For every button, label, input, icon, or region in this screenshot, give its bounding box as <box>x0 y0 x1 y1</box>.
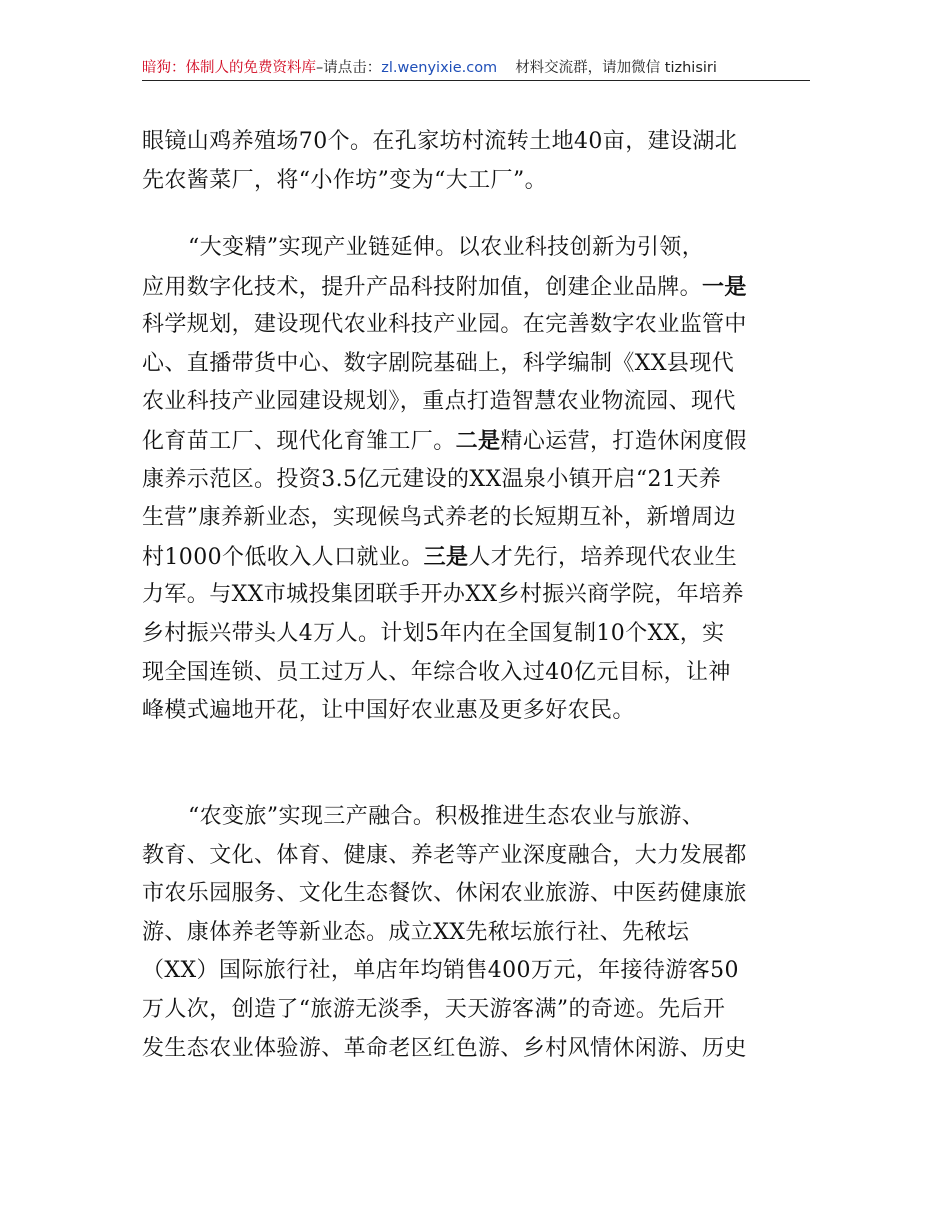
text-segment: （XX）国际旅行社，单店年均销售400万元，年接待游客50 <box>142 958 739 984</box>
text-line <box>142 875 810 914</box>
text-line <box>142 692 810 731</box>
text-line <box>142 306 810 345</box>
text-line <box>142 383 810 422</box>
text-segment: 村1000个低收入人口就业。 <box>142 544 424 570</box>
text-segment: 应用数字化技术，提升产品科技附加值，创建企业品牌。 <box>142 274 703 300</box>
text-line <box>142 538 810 577</box>
header-prefix: 暗狗： <box>142 60 186 76</box>
text-segment: 万人次，创造了“旅游无淡季，天天游客满”的奇迹。先后开 <box>142 996 726 1022</box>
text-line <box>142 576 810 615</box>
text-segment: 生营”康养新业态，实现候鸟式养老的长短期互补，新增周边 <box>142 505 737 531</box>
text-segment: 先农酱菜厂，将“小作坊”变为“大工厂”。 <box>142 167 547 193</box>
paragraph-1 <box>142 123 810 200</box>
text-segment: 市农乐园服务、文化生态餐饮、休闲农业旅游、中医药健康旅 <box>142 881 747 907</box>
paragraph-2 <box>142 229 810 731</box>
text-segment: 眼镜山鸡养殖场70个。在孔家坊村流转土地40亩，建设湖北 <box>142 129 738 154</box>
header-brand: 体制人的免费资料库 <box>185 60 316 76</box>
text-line <box>142 952 810 991</box>
header-url-link[interactable]: zl.wenyixie.com <box>381 60 498 76</box>
text-segment: 现全国连锁、员工过万人、年综合收入过40亿元目标，让神 <box>142 659 731 685</box>
text-segment: 发生态农业体验游、革命老区红色游、乡村风情休闲游、历史 <box>142 1035 747 1061</box>
header-contact: 材料交流群，请加微信 tizhisiri <box>515 60 717 76</box>
text-line <box>142 654 810 693</box>
text-line <box>142 837 810 876</box>
text-line <box>142 162 810 201</box>
paragraph-3 <box>142 798 810 1068</box>
bold-marker: 一是 <box>702 273 747 300</box>
text-line <box>142 422 810 461</box>
text-line <box>142 268 810 307</box>
text-segment: “农变旅”实现三产融合。积极推进生态农业与旅游、 <box>188 804 705 829</box>
text-line <box>142 1030 810 1069</box>
text-line <box>142 798 810 837</box>
text-segment: 精心运营，打造休闲度假 <box>500 428 747 454</box>
text-line <box>142 991 810 1030</box>
text-line <box>142 615 810 654</box>
text-line <box>142 123 810 162</box>
text-line <box>142 499 810 538</box>
text-segment: 乡村振兴带头人4万人。计划5年内在全国复制10个XX，实 <box>142 620 725 646</box>
text-line <box>142 345 810 384</box>
text-segment: 心、直播带货中心、数字剧院基础上，科学编制《XX县现代 <box>142 350 735 376</box>
text-segment: 康养示范区。投资3.5亿元建设的XX温泉小镇开启“21天养 <box>142 466 722 492</box>
bold-marker: 二是 <box>455 427 501 454</box>
text-segment: 教育、文化、体育、健康、养老等产业深度融合，大力发展都 <box>142 842 747 868</box>
bold-marker: 三是 <box>423 543 469 570</box>
header-click-label: –请点击： <box>316 60 382 76</box>
text-segment: “大变精”实现产业链延伸。以农业科技创新为引领， <box>188 235 705 260</box>
text-line <box>142 461 810 500</box>
text-line <box>142 229 810 268</box>
text-segment: 力军。与XX市城投集团联手开办XX乡村振兴商学院，年培养 <box>142 582 744 608</box>
text-segment: 峰模式遍地开花，让中国好农业惠及更多好农民。 <box>142 698 635 724</box>
text-segment: 科学规划，建设现代农业科技产业园。在完善数字农业监管中 <box>142 312 747 338</box>
text-segment: 化育苗工厂、现代化育雏工厂。 <box>142 428 456 454</box>
page-header <box>142 58 810 81</box>
text-line <box>142 914 810 953</box>
text-segment: 人才先行，培养现代农业生 <box>468 544 738 570</box>
text-segment: 游、康体养老等新业态。成立XX先秾坛旅行社、先秾坛 <box>142 919 690 945</box>
text-segment: 农业科技产业园建设规划》，重点打造智慧农业物流园、现代 <box>142 389 736 415</box>
